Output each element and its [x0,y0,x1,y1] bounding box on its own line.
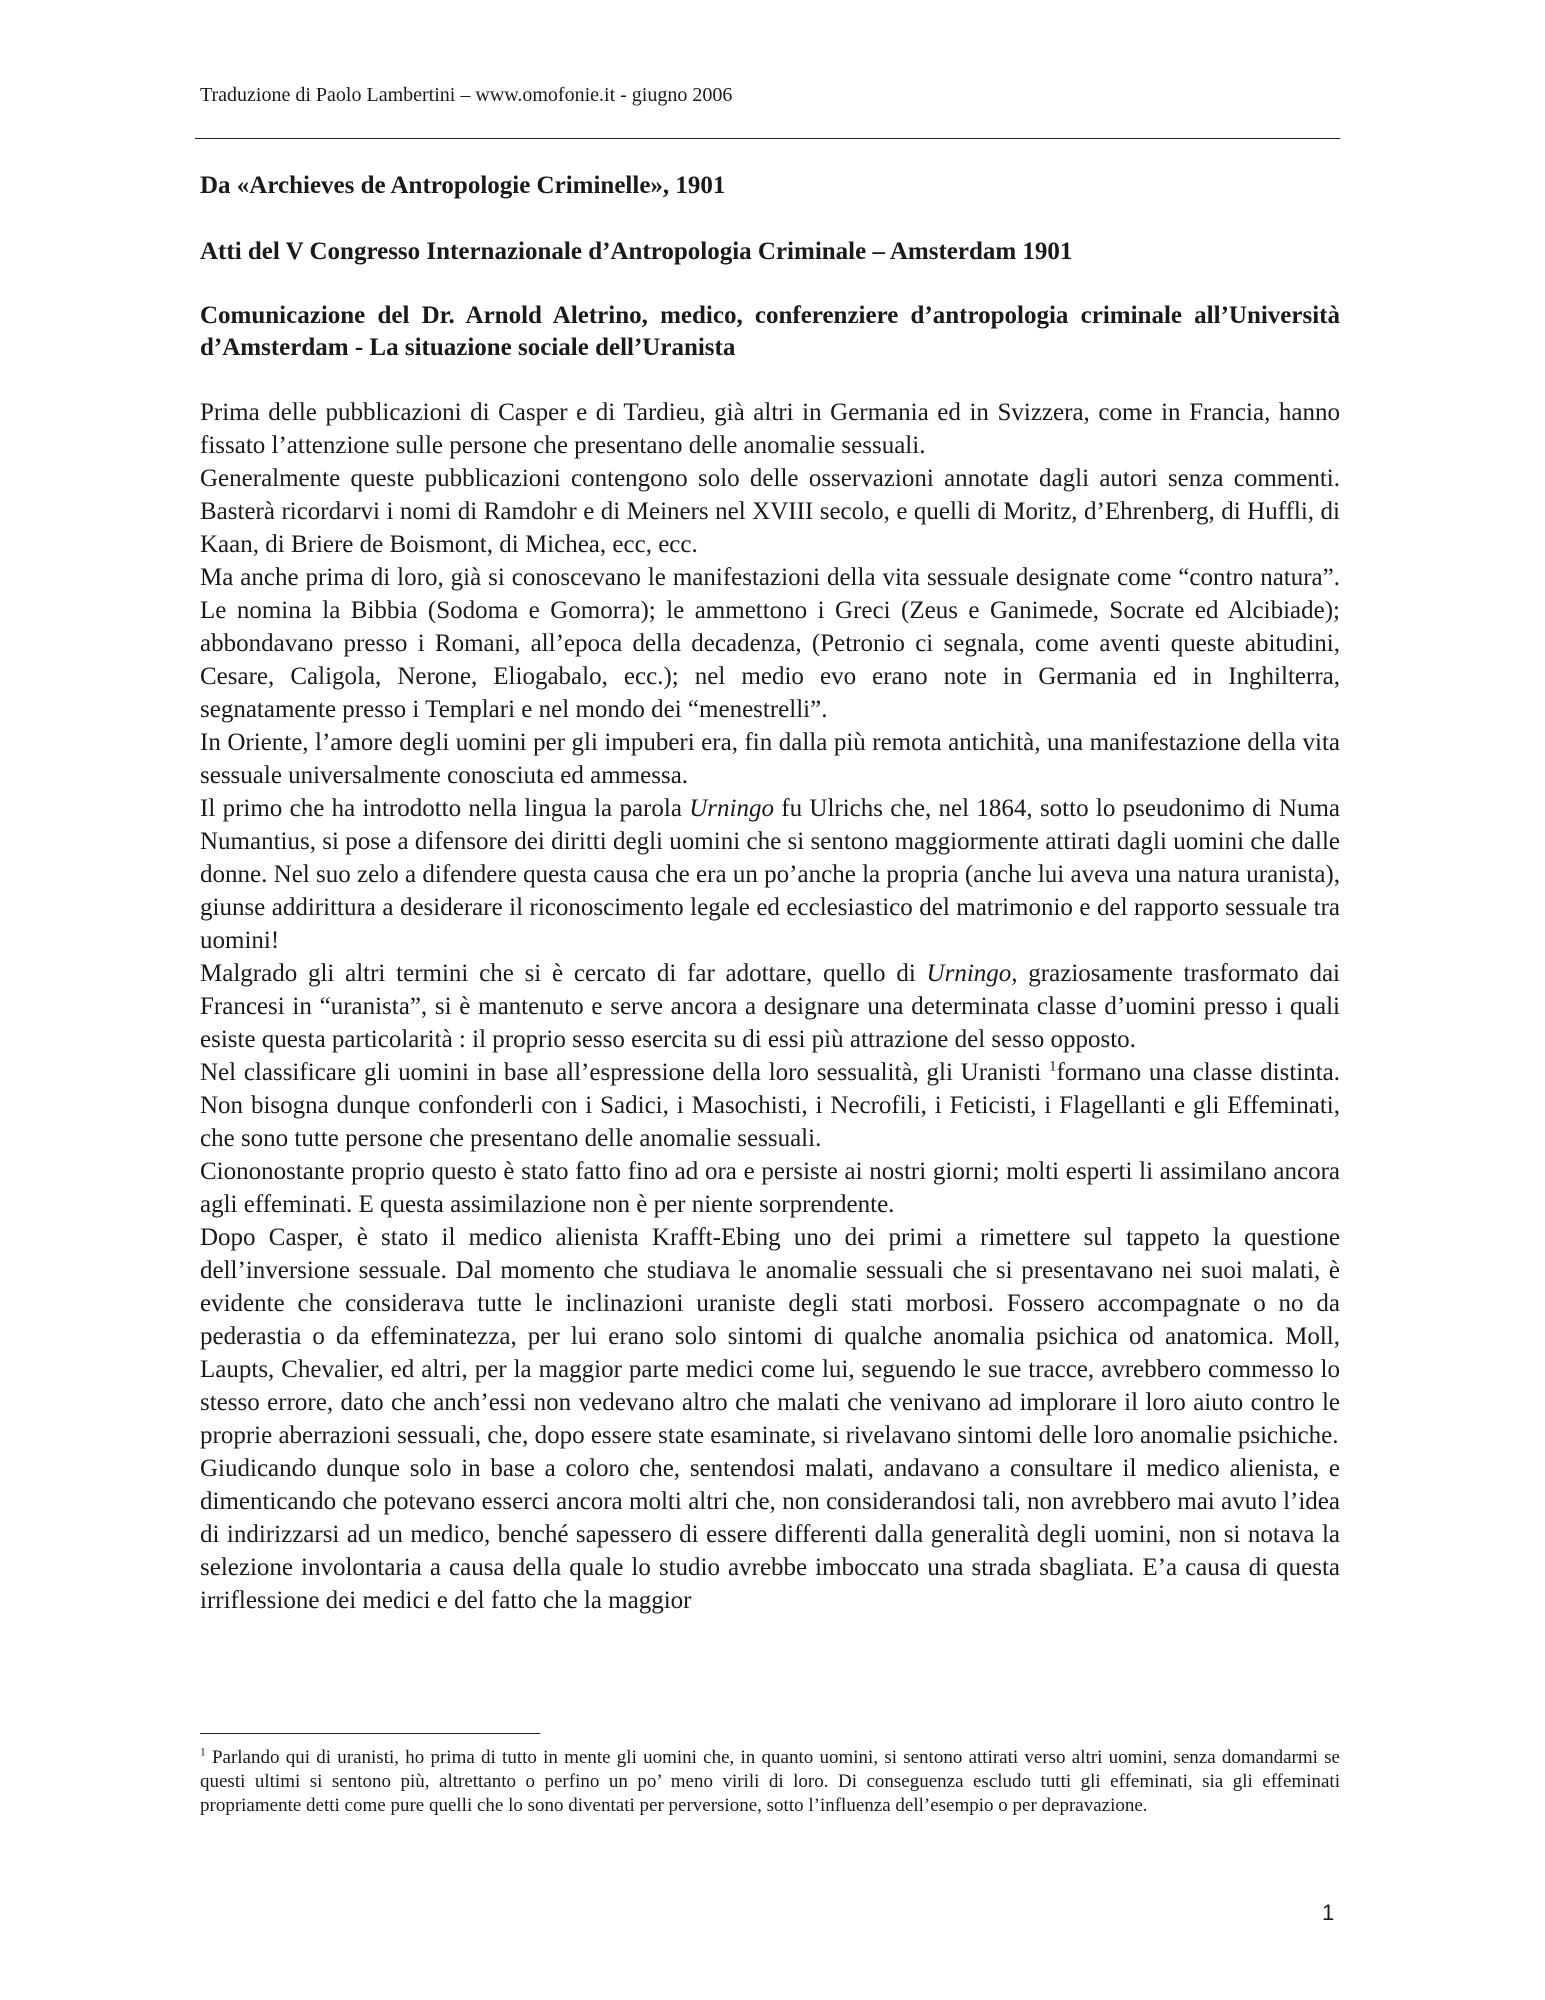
paragraph-6 [200,957,1340,1056]
page-number: 1 [1322,1900,1335,1925]
paragraph-3: Ma anche prima di loro, già si conoscevano le manifestazioni della vita sessuale designate come “contro natura”. Le nomina la Bibbia (Sodoma e Gomorra); le ammettono i Greci (Zeus e Ganimede, Socrate ed Alcibiade); abbondavano presso i Romani, all’epoca della decadenza, (Petronio ci segnala, come aventi queste abitudini, Cesare, Caligola, Nerone, Eliogabalo, ecc.); nel medio evo erano note in Germania ed in Inghilterra, segnatamente presso i Templari e nel mondo dei “menestrelli”. [200,564,1340,723]
paragraph-5 [200,792,1340,957]
footnote [200,1746,1340,1818]
paragraph-5-end: fu Ulrichs che, nel 1864, sotto lo pseudonimo di Numa Numantius, si pose a difensore dei diritti degli uomini che si sentono maggiormente attirati dagli uomini che dalle donne. Nel suo zelo a difendere questa causa che era un po’anche la propria (anche lui aveva una natura uranista), giunse addirittura a desiderare il riconoscimento legale ed ecclesiastico del matrimonio e del rapporto sessuale tra uomini! [200,795,1340,954]
paragraph-7-start: Nel classificare gli uomini in base all’espressione della loro sessualità, gli Uranisti [200,1059,1049,1086]
article-body [200,396,1340,1617]
paragraph-5-start: Il primo che ha introdotto nella lingua la parola [200,795,690,822]
paragraph-4: In Oriente, l’amore degli uomini per gli impuberi era, fin dalla più remota antichità, una manifestazione della vita sessuale universalmente conosciuta ed ammessa. [200,729,1340,789]
footnote-reference[interactable]: 1 [1048,1058,1057,1075]
paragraph-8: Ciononostante proprio questo è stato fatto fino ad ora e persiste ai nostri giorni; molti esperti li assimilano ancora agli effeminati. E questa assimilazione non è per niente sorprendente. [200,1158,1340,1218]
congress-heading: Atti del V Congresso Internazionale d’Antropologia Criminale – Amsterdam 1901 [200,238,1073,265]
paragraph-7-end: formano una classe distinta. Non bisogna dunque confonderli con i Sadici, i Masochisti, i Necrofili, i Feticisti, i Flagellanti e gli Effeminati, che sono tutte persone che presentano delle anomalie sessuali. [200,1059,1341,1152]
paragraph-7 [200,1056,1340,1155]
paragraph-1: Prima delle pubblicazioni di Casper e di Tardieu, già altri in Germania ed in Svizzera, come in Francia, hanno fissato l’attenzione sulle persone che presentano delle anomalie sessuali. [200,399,1340,459]
paragraph-2: Generalmente queste pubblicazioni contengono solo delle osservazioni annotate dagli autori senza commenti. Basterà ricordarvi i nomi di Ramdohr e di Meiners nel XVIII secolo, e quelli di Moritz, d’Ehrenberg, di Huffli, di Kaan, di Briere de Boismont, di Michea, ecc, ecc. [200,465,1340,558]
paragraph-6-end: graziosamente trasformato dai Francesi in “uranista”, si è mantenuto e serve ancora a designare una determinata classe d’uomini presso i quali esiste questa particolarità : il proprio sesso esercita su di essi più attrazione del sesso opposto. [200,960,1340,1053]
communication-heading: Comunicazione del Dr. Arnold Aletrino, medico, conferenziere d’antropologia criminale all’Università d’Amsterdam - La situazione sociale dell’Uranista [200,302,1340,361]
footnote-marker: 1 [200,1746,206,1759]
header-divider [195,138,1340,139]
paragraph-6-start: Malgrado gli altri termini che si è cercato di far adottare, quello di [200,960,927,987]
term-urningo-2: Urningo, [926,960,1018,987]
footnote-text: Parlando qui di uranisti, ho prima di tutto in mente gli uomini che, in quanto uomini, si sentono attirati verso altri uomini, senza domandarmi se questi ultimi si sentono più, altrettanto o perfino un po’ meno virili di loro. Di conseguenza escludo tutti gli effeminati, sia gli effeminati propriamente detti come pure quelli che lo sono diventati per perversione, sotto l’influenza dell’esempio o per depravazione. [200,1747,1340,1816]
paragraph-10: Giudicando dunque solo in base a coloro che, sentendosi malati, andavano a consultare il medico alienista, e dimenticando che potevano esserci ancora molti altri che, non considerandosi tali, non avrebbero mai avuto l’idea di indirizzarsi ad un medico, benché sapessero di essere differenti dalla generalità degli uomini, non si notava la selezione involontaria a causa della quale lo studio avrebbe imboccato una strada sbagliata. E’a causa di questa irriflessione dei medici e del fatto che la maggior [200,1455,1340,1614]
footnote-divider [200,1733,540,1734]
source-heading: Da «Archieves de Antropologie Criminelle», 1901 [200,172,726,199]
term-urningo: Urningo [689,795,774,822]
running-header: Traduzione di Paolo Lambertini – www.omofonie.it - giugno 2006 [200,84,733,106]
paragraph-9: Dopo Casper, è stato il medico alienista Krafft-Ebing uno dei primi a rimettere sul tappeto la questione dell’inversione sessuale. Dal momento che studiava le anomalie sessuali che si presentavano nei suoi malati, è evidente che considerava tutte le inclinazioni uraniste degli stati morbosi. Fossero accompagnate o no da pederastia o da effeminatezza, per lui erano solo sintomi di qualche anomalia psichica od anatomica. Moll, Laupts, Chevalier, ed altri, per la maggior parte medici come lui, seguendo le sue tracce, avrebbero commesso lo stesso errore, dato che anch’essi non vedevano altro che malati che venivano ad implorare il loro aiuto contro le proprie aberrazioni sessuali, che, dopo essere state esaminate, si rivelavano sintomi delle loro anomalie psichiche. [200,1224,1340,1449]
